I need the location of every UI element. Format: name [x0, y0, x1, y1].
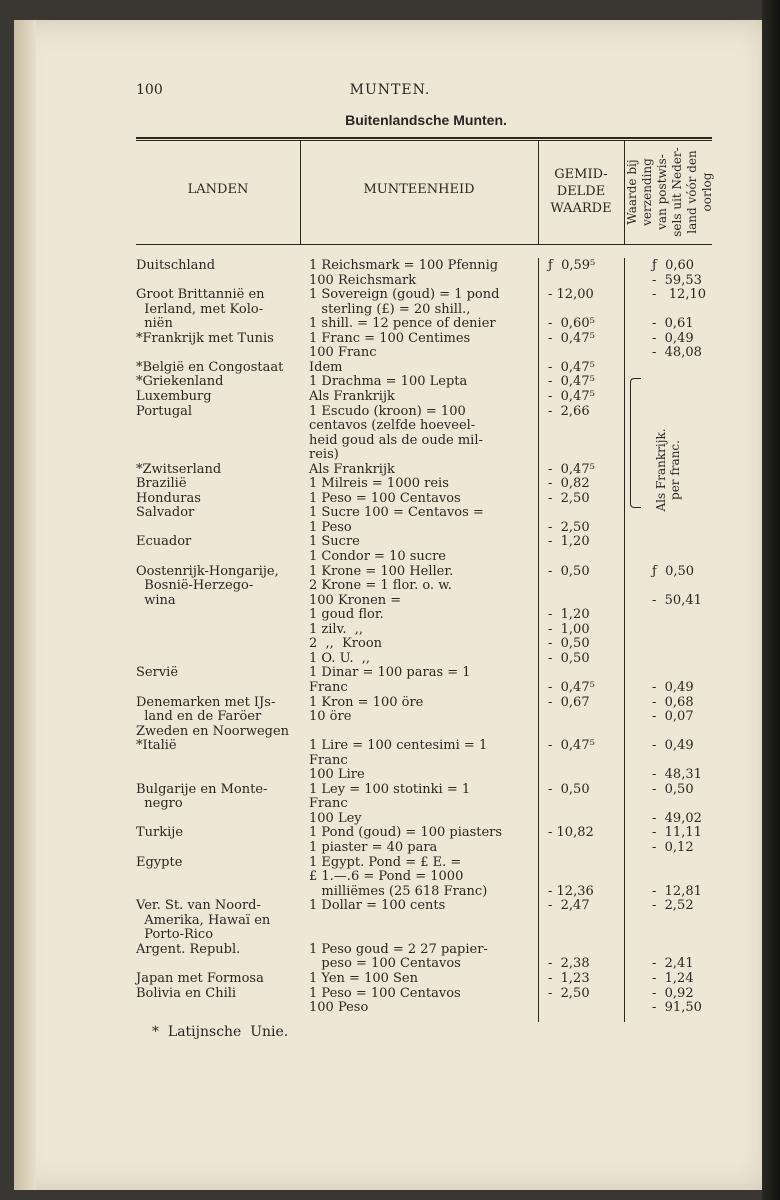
table-cell-gem: - 2,50 [548, 519, 590, 535]
table-cell-land: *Italië [136, 738, 177, 754]
table-cell-waarde: - 0,12 [652, 840, 694, 855]
table-cell-munt: centavos (zelfde hoeveel- [309, 418, 476, 434]
table-cell-waarde: - 48,31 [652, 767, 702, 783]
table-cell-munt: 1 Peso = 100 Centavos [309, 985, 461, 1001]
table-cell-land: Bosnië-Herzego- [136, 578, 254, 594]
table-cell-munt: 1 Ley = 100 stotinki = 1 [309, 781, 471, 797]
table-cell-waarde: - 12,10 [652, 287, 707, 303]
table-cell-waarde: - 2,41 [652, 956, 694, 972]
table-cell-munt: Als Frankrijk [309, 461, 395, 477]
table-cell-munt: 2 Krone = 1 flor. o. w. [309, 578, 452, 594]
table-cell-land: Oostenrijk-Hongarije, [136, 563, 279, 579]
table-cell-land: Denemarken met IJs- [136, 694, 276, 710]
table-cell-munt: 10 öre [309, 709, 352, 725]
table-cell-land: Ecuador [136, 534, 192, 550]
table-cell-land: Honduras [136, 490, 201, 506]
table-cell-land: Servië [136, 665, 179, 681]
table-cell-gem: - 1,20 [548, 534, 590, 550]
table-cell-gem: - 0,47⁵ [548, 388, 595, 404]
table-cell-munt: 1 shill. = 12 pence of denier [309, 316, 496, 332]
table-cell-land: Brazilië [136, 476, 187, 492]
table-cell-gem: - 0,50 [548, 636, 590, 652]
table-cell-gem: - 2,50 [548, 985, 590, 1001]
col-header-munteenheid: MUNTEENHEID [363, 182, 475, 197]
table-cell-munt: milliëmes (25 618 Franc) [309, 883, 488, 899]
table-cell-gem: - 1,00 [548, 621, 590, 637]
table-cell-munt: 2 ,, Kroon [309, 636, 383, 652]
table-cell-gem: - 0,47⁵ [548, 679, 595, 695]
col-header-landen: LANDEN [187, 182, 249, 197]
table-cell-gem: - 0,50 [548, 563, 590, 579]
side-note-text: Als Frankrijk. per franc. [654, 428, 682, 512]
table-cell-land: negro [136, 796, 183, 812]
table-cell-munt: 1 Sucre 100 = Centavos = [309, 505, 484, 521]
table-cell-munt: 100 Franc [309, 345, 377, 361]
table-cell-munt: peso = 100 Centavos [309, 956, 461, 972]
table-cell-munt: 1 Lire = 100 centesimi = 1 [309, 738, 488, 754]
table-cell-land: Porto-Rico [136, 927, 214, 943]
table-cell-land: Ver. St. van Noord- [136, 898, 261, 914]
table-cell-waarde: - 0,61 [652, 316, 694, 332]
table-cell-gem: - 0,50 [548, 781, 590, 797]
table-cell-land: *België en Congostaat [136, 359, 284, 375]
table-cell-gem: - 0,67 [548, 694, 590, 710]
table-cell-munt: 1 Dollar = 100 cents [309, 898, 446, 914]
table-cell-waarde: ƒ 0,50 [652, 563, 695, 579]
table-cell-munt: £ 1.—.6 = Pond = 1000 [309, 869, 464, 885]
table-cell-munt: 100 Lire [309, 767, 365, 783]
table-cell-gem: - 10,82 [548, 825, 594, 841]
page-number: 100 [136, 82, 163, 98]
table-cell-land: *Frankrijk met Tunis [136, 330, 274, 346]
table-cell-land: Bolivia en Chili [136, 985, 237, 1001]
table-cell-munt: 1 Egypt. Pond = £ E. = [309, 854, 462, 870]
table-cell-munt: 1 Reichsmark = 100 Pfennig [309, 258, 499, 273]
col-header-waarde-bij-text: Waarde bij verzending van postwis- sels uit Neder- land vóór den oorlog [625, 147, 714, 237]
table-cell-land: Bulgarije en Monte- [136, 781, 268, 797]
table-cell-land: *Zwitserland [136, 461, 222, 477]
table-cell-munt: 1 Peso = 100 Centavos [309, 490, 461, 506]
table-cell-waarde: - 2,52 [652, 898, 694, 914]
table-cell-waarde: - 91,50 [652, 1000, 702, 1016]
table-cell-land: Groot Brittannië en [136, 287, 265, 303]
page-title: MUNTEN. [349, 82, 431, 98]
table-cell-munt: 1 Krone = 100 Heller. [309, 563, 454, 579]
table-cell-munt: Franc [309, 679, 348, 695]
bracket-mark [630, 378, 641, 508]
table-cell-waarde: - 0,50 [652, 781, 694, 797]
table-cell-munt: sterling (£) = 20 shill., [309, 301, 471, 317]
table-cell-land: land en de Faröer [136, 709, 262, 725]
table-top-rule [136, 137, 712, 139]
footnote: * Latijnsche Unie. [152, 1024, 289, 1040]
table-cell-munt: 100 Reichsmark [309, 272, 417, 288]
table-cell-waarde: - 49,02 [652, 810, 702, 826]
table-cell-gem: - 12,00 [548, 287, 594, 303]
table-cell-munt: 1 Sovereign (goud) = 1 pond [309, 287, 500, 303]
table-cell-munt: 1 Milreis = 1000 reis [309, 476, 449, 492]
col-divider-3-body [624, 258, 625, 1022]
col-header-gemiddelde: GEMID- DELDE WAARDE [550, 167, 612, 216]
table-cell-gem: - 0,50 [548, 650, 590, 666]
table-cell-gem: ƒ 0,59⁵ [548, 258, 596, 273]
table-cell-munt: 1 Pond (goud) = 100 piasters [309, 825, 503, 841]
table-cell-waarde: - 59,53 [652, 272, 702, 288]
table-cell-munt: 1 O. U. ,, [309, 650, 370, 666]
table-cell-waarde: - 1,24 [652, 970, 694, 986]
table-cell-munt: 1 Franc = 100 Centimes [309, 330, 471, 346]
table-cell-gem: - 2,47 [548, 898, 590, 914]
table-cell-gem: - 2,38 [548, 956, 590, 972]
table-subtitle: Buitenlandsche Munten. [345, 112, 507, 128]
table-cell-munt: 1 goud flor. [309, 607, 384, 623]
table-cell-munt: 1 Dinar = 100 paras = 1 [309, 665, 471, 681]
table-cell-gem: - 0,47⁵ [548, 359, 595, 375]
table-cell-munt: Als Frankrijk [309, 388, 395, 404]
table-cell-munt: 100 Kronen = [309, 592, 402, 608]
table-cell-gem: - 0,60⁵ [548, 316, 595, 332]
col-divider-2-body [538, 258, 539, 1022]
table-cell-land: Japan met Formosa [136, 970, 264, 986]
table-cell-gem: - 2,50 [548, 490, 590, 506]
table-cell-land: Egypte [136, 854, 183, 870]
table-cell-waarde: - 50,41 [652, 592, 702, 608]
table-cell-waarde: - 0,68 [652, 694, 694, 710]
table-cell-gem: - 0,47⁵ [548, 374, 595, 390]
side-note [648, 428, 688, 512]
table-cell-land: Turkije [136, 825, 184, 841]
table-cell-land: Luxemburg [136, 388, 212, 404]
table-cell-waarde: ƒ 0,60 [652, 258, 695, 273]
table-cell-gem: - 0,47⁵ [548, 461, 595, 477]
table-cell-gem: - 0,47⁵ [548, 330, 595, 346]
table-cell-munt: heid goud als de oude mil- [309, 432, 483, 448]
table-cell-munt: 1 Sucre [309, 534, 360, 550]
table-cell-munt: reis) [309, 447, 339, 463]
table-cell-gem: - 1,20 [548, 607, 590, 623]
table-cell-munt: Idem [309, 359, 343, 375]
table-cell-munt: 1 piaster = 40 para [309, 840, 438, 855]
table-cell-munt: 1 zilv. ,, [309, 621, 364, 637]
table-cell-munt: Franc [309, 752, 348, 768]
table-cell-land: wina [136, 592, 176, 608]
table-cell-munt: 100 Peso [309, 1000, 369, 1016]
table-cell-land: Duitschland [136, 258, 216, 273]
table-cell-land: *Griekenland [136, 374, 224, 390]
table-cell-gem: - 0,47⁵ [548, 738, 595, 754]
table-cell-munt: 1 Peso goud = 2 27 papier- [309, 941, 488, 957]
table-cell-waarde: - 48,08 [652, 345, 702, 361]
table-cell-land: Zweden en Noorwegen [136, 723, 290, 739]
book-cover-edge [762, 0, 780, 1200]
table-header-rule [136, 244, 712, 245]
table-cell-waarde: - 0,49 [652, 679, 694, 695]
table-cell-munt: Franc [309, 796, 348, 812]
table-cell-land: Ierland, met Kolo- [136, 301, 264, 317]
table-cell-munt: 1 Escudo (kroon) = 100 [309, 403, 466, 419]
table-cell-munt: 1 Condor = 10 sucre [309, 549, 446, 564]
table-cell-gem: - 2,66 [548, 403, 590, 419]
table-cell-munt: 100 Ley [309, 810, 362, 826]
table-cell-land: Argent. Republ. [136, 941, 241, 957]
table-cell-land: Portugal [136, 403, 193, 419]
table-cell-waarde: - 0,49 [652, 738, 694, 754]
table-cell-land: Salvador [136, 505, 195, 521]
table-cell-land: Amerika, Hawaï en [136, 912, 271, 928]
table-cell-waarde: - 12,81 [652, 883, 702, 899]
table-cell-waarde: - 0,92 [652, 985, 694, 1001]
table-cell-land: niën [136, 316, 173, 332]
table-cell-waarde: - 0,07 [652, 709, 694, 725]
table-cell-gem: - 0,82 [548, 476, 590, 492]
table-cell-munt: 1 Peso [309, 519, 352, 535]
page-gutter [14, 20, 36, 1190]
table-cell-gem: - 12,36 [548, 883, 594, 899]
table-cell-munt: 1 Yen = 100 Sen [309, 970, 418, 986]
table-cell-waarde: - 0,49 [652, 330, 694, 346]
table-cell-gem: - 1,23 [548, 970, 590, 986]
col-header-waarde-bij [626, 140, 712, 244]
table-cell-waarde: - 11,11 [652, 825, 702, 841]
table-cell-munt: 1 Drachma = 100 Lepta [309, 374, 468, 390]
table-cell-munt: 1 Kron = 100 öre [309, 694, 424, 710]
